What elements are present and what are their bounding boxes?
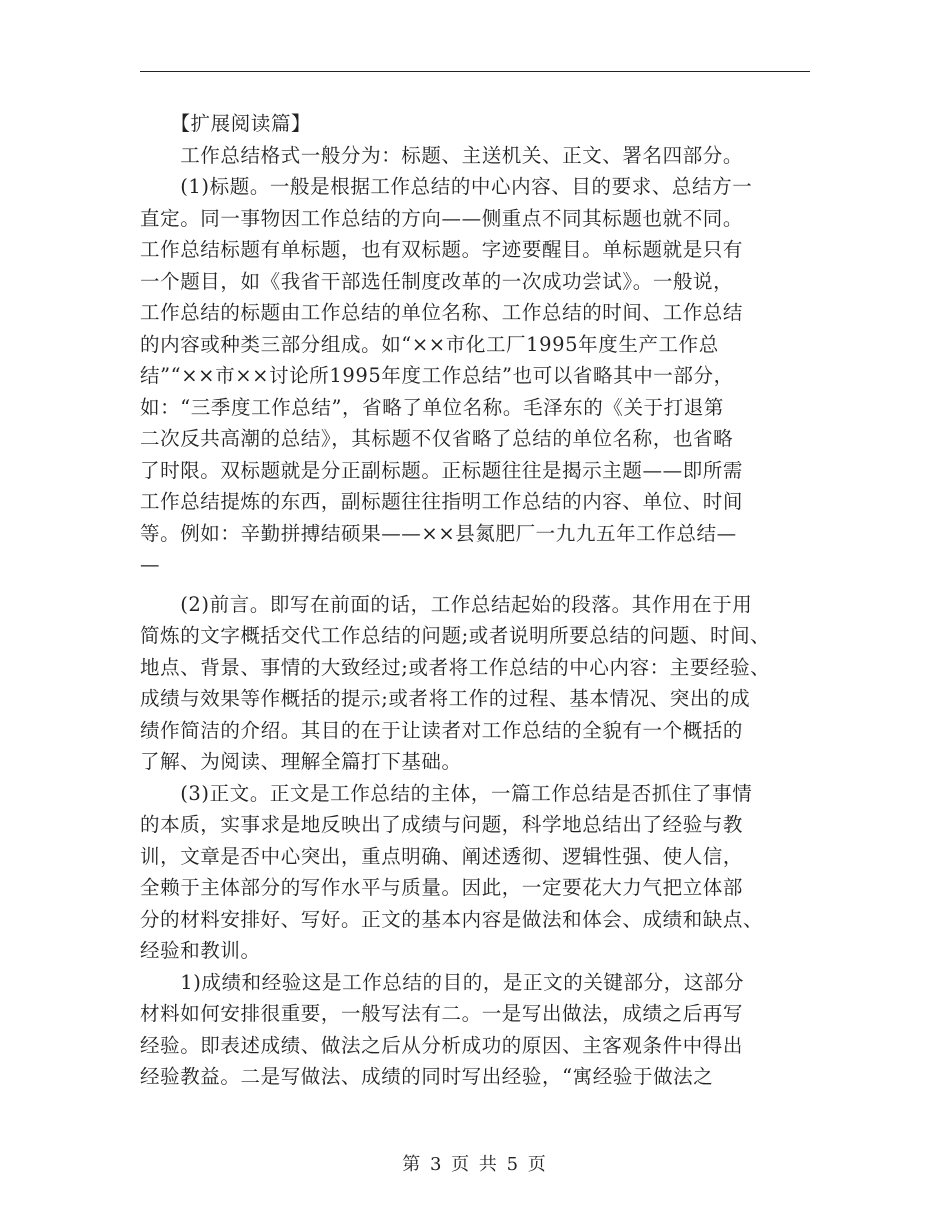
- text-line: 材料如何安排很重要，一般写法有二。一是写出做法，成绩之后再写: [140, 1002, 744, 1025]
- text-line: 如：“三季度工作总结”，省略了单位名称。毛泽东的《关于打退第: [140, 395, 724, 419]
- text-line: —: [140, 553, 161, 576]
- text-line: 二次反共高潮的总结》，其标题不仅省略了总结的单位名称，也省略: [140, 427, 734, 450]
- text-line: 成绩与效果等作概括的提示;或者将工作的过程、基本情况、突出的成: [140, 687, 751, 710]
- text-line: (3)正文。正文是工作总结的主体，一篇工作总结是否抓住了事情: [140, 781, 753, 805]
- text-line: 全赖于主体部分的写作水平与质量。因此，一定要花大力气把立体部: [140, 876, 744, 899]
- text-line: 经验和教训。: [140, 939, 261, 962]
- text-line: 经验。即表述成绩、做法之后从分析成功的原因、主客观条件中得出: [140, 1033, 744, 1057]
- text-line: 地点、背景、事情的大致经过;或者将工作总结的中心内容：主要经验、: [140, 655, 771, 679]
- text-line: 一个题目，如《我省干部选任制度改革的一次成功尝试》。一般说，: [140, 269, 734, 293]
- paragraph: [140, 108, 815, 140]
- text-line: 结”“××市××讨论所1995年度工作总结”也可以省略其中一部分，: [140, 364, 734, 387]
- text-line: (1)标题。一般是根据工作总结的中心内容、目的要求、总结方一: [140, 175, 753, 198]
- text-line: 工作总结格式一般分为：标题、主送机关、正文、署名四部分。: [140, 143, 744, 167]
- text-line: (2)前言。即写在前面的话，工作总结起始的段落。其作用在于用: [140, 592, 753, 616]
- header-rule: [140, 71, 810, 72]
- text-line: 的内容或种类三部分组成。如“××市化工厂1995年度生产工作总: [140, 332, 719, 356]
- paragraph-gap: [140, 581, 815, 589]
- text-line: 简炼的文字概括交代工作总结的问题;或者说明所要总结的问题、时间、: [140, 624, 771, 647]
- document-body: [140, 108, 815, 1093]
- text-line: 了时限。双标题就是分正副标题。正标题往往是揭示主题——即所需: [140, 458, 744, 482]
- text-line: 直定。同一事物因工作总结的方向——侧重点不同其标题也就不同。: [140, 206, 744, 230]
- text-line: 工作总结提炼的东西，副标题往往指明工作总结的内容、单位、时间: [140, 490, 744, 513]
- paragraph: [140, 171, 815, 581]
- text-line: 【扩展阅读篇】: [140, 112, 312, 135]
- text-line: 1)成绩和经验这是工作总结的目的，是正文的关键部分，这部分: [140, 970, 745, 994]
- text-line: 绩作简洁的介绍。其目的在于让读者对工作总结的全貌有一个概括的: [140, 718, 744, 742]
- text-line: 分的材料安排好、写好。正文的基本内容是做法和体会、成绩和缺点、: [140, 907, 764, 931]
- text-line: 了解、为阅读、理解全篇打下基础。: [140, 750, 462, 773]
- text-line: 的本质，实事求是地反映出了成绩与问题，科学地总结出了经验与教: [140, 813, 744, 836]
- paragraph: [140, 140, 815, 172]
- page-footer: 第 3 页 共 5 页: [402, 1154, 548, 1175]
- paragraph: [140, 778, 815, 967]
- text-line: 经验教益。二是写做法、成绩的同时写出经验，“寓经验于做法之: [140, 1065, 714, 1088]
- text-line: 工作总结的标题由工作总结的单位名称、工作总结的时间、工作总结: [140, 301, 744, 324]
- text-line: 工作总结标题有单标题，也有双标题。字迹要醒目。单标题就是只有: [140, 238, 744, 261]
- paragraph: [140, 967, 815, 1093]
- text-line: 训，文章是否中心突出，重点明确、阐述透彻、逻辑性强、使人信，: [140, 844, 744, 868]
- paragraph: [140, 589, 815, 778]
- text-line: 等。例如：辛勤拼搏结硕果——××县氮肥厂一九九五年工作总结—: [140, 521, 737, 545]
